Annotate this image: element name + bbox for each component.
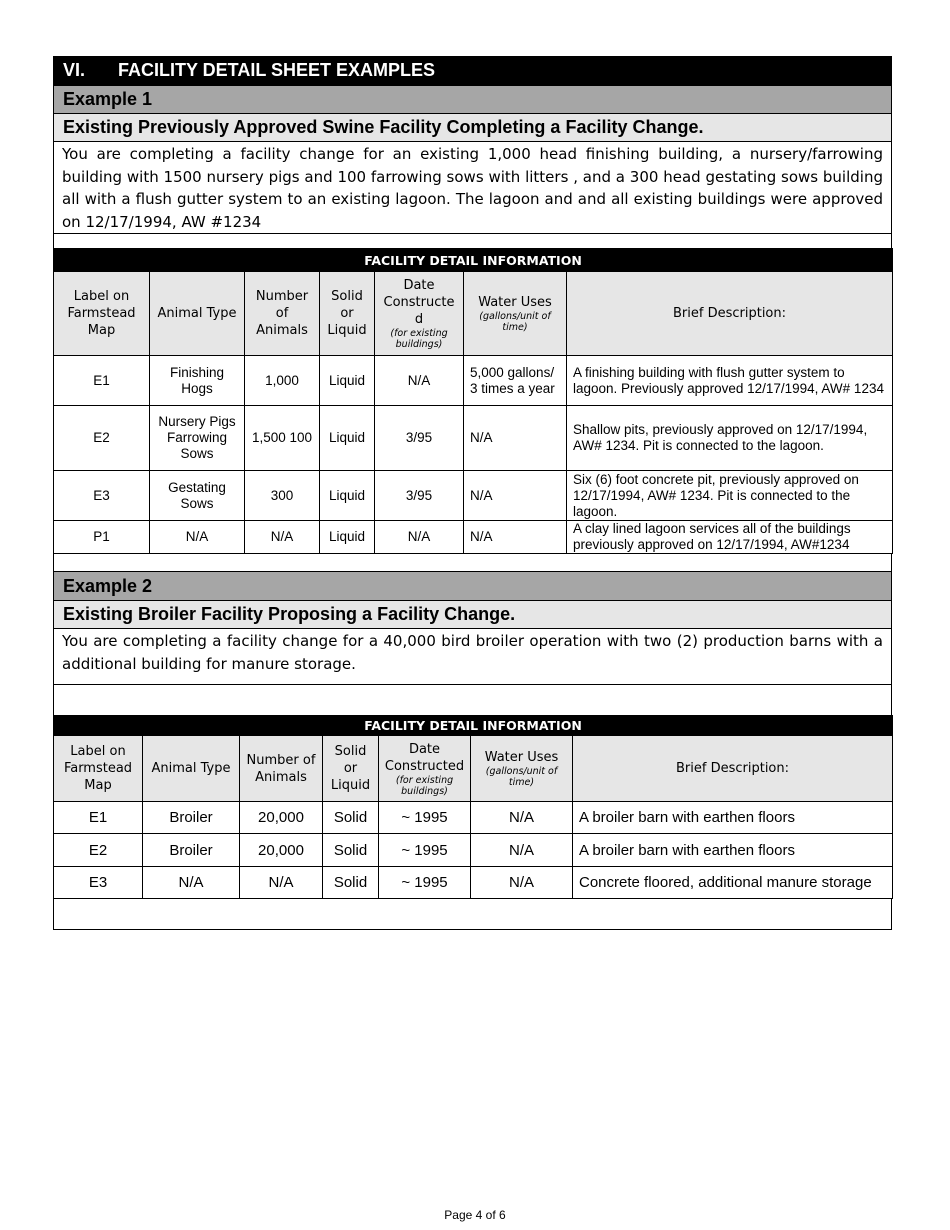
cell-date: ~ 1995 (379, 802, 471, 834)
header-number: Number of Animals (245, 272, 320, 356)
header-date-note: (for existing buildings) (390, 328, 448, 350)
cell-water: 5,000 gallons/ 3 times a year (464, 356, 567, 406)
cell-animal: N/A (150, 521, 245, 554)
header-number: Number of Animals (240, 736, 323, 802)
facility-detail-table-2 (53, 715, 893, 899)
cell-water: N/A (464, 406, 567, 471)
cell-number: 20,000 (240, 802, 323, 834)
header-label: Label on Farmstead Map (54, 736, 143, 802)
cell-label: E3 (54, 471, 150, 521)
cell-animal: Broiler (143, 802, 240, 834)
cell-number: 1,500 100 (245, 406, 320, 471)
cell-animal: Broiler (143, 834, 240, 867)
header-date-note: (for existing buildings) (395, 774, 454, 797)
section-title: FACILITY DETAIL SHEET EXAMPLES (118, 60, 436, 80)
cell-date: ~ 1995 (379, 834, 471, 867)
cell-desc: Shallow pits, previously approved on 12/17/1994, AW# 1234. Pit is connected to the lagoon. (567, 406, 893, 471)
spacer-row (53, 898, 892, 930)
header-date (379, 736, 471, 802)
cell-label: P1 (54, 521, 150, 554)
table-caption: FACILITY DETAIL INFORMATION (54, 249, 893, 272)
example-2-description: You are completing a facility change for a 40,000 bird broiler operation with two (2) production barns with a additional building for manure storage. (53, 628, 892, 684)
table-row (54, 471, 893, 521)
cell-desc: A clay lined lagoon services all of the buildings previously approved on 12/17/1994, AW#1234 (567, 521, 893, 554)
header-solid-liquid: Solid or Liquid (320, 272, 375, 356)
header-date (375, 272, 464, 356)
cell-animal: N/A (143, 867, 240, 899)
spacer-row (53, 684, 892, 715)
table-row (54, 834, 893, 867)
header-description: Brief Description: (573, 736, 893, 802)
spacer-row (53, 233, 892, 248)
cell-solid: Solid (323, 802, 379, 834)
cell-label: E1 (54, 802, 143, 834)
header-water-text: Water Uses (484, 750, 559, 765)
header-date-text: Date Constructe d (383, 278, 455, 327)
cell-date: 3/95 (375, 406, 464, 471)
cell-water: N/A (464, 471, 567, 521)
page-number: Page 4 of 6 (444, 1208, 506, 1222)
cell-animal: Gestating Sows (150, 471, 245, 521)
example-2-label: Example 2 (53, 571, 892, 600)
cell-solid: Liquid (320, 521, 375, 554)
header-water-text: Water Uses (478, 295, 552, 310)
header-solid-liquid: Solid or Liquid (323, 736, 379, 802)
example-2-heading: Existing Broiler Facility Proposing a Facility Change. (53, 600, 892, 628)
cell-desc: A broiler barn with earthen floors (573, 802, 893, 834)
table-row (54, 802, 893, 834)
header-animal-type: Animal Type (143, 736, 240, 802)
spacer-row (53, 553, 892, 571)
cell-water: N/A (471, 834, 573, 867)
cell-number: 300 (245, 471, 320, 521)
cell-desc: A broiler barn with earthen floors (573, 834, 893, 867)
header-animal-type: Animal Type (150, 272, 245, 356)
cell-number: N/A (245, 521, 320, 554)
section-number: VI. (63, 60, 86, 80)
cell-desc: Six (6) foot concrete pit, previously approved on 12/17/1994, AW# 1234. Pit is connected to the lagoon. (567, 471, 893, 521)
example-1-heading: Existing Previously Approved Swine Facility Completing a Facility Change. (53, 113, 892, 141)
cell-date: N/A (375, 521, 464, 554)
example-1-label: Example 1 (53, 85, 892, 113)
table-header-row (54, 272, 893, 356)
cell-solid: Liquid (320, 406, 375, 471)
cell-date: ~ 1995 (379, 867, 471, 899)
cell-date: N/A (375, 356, 464, 406)
cell-water: N/A (471, 867, 573, 899)
header-water (471, 736, 573, 802)
facility-detail-table-1 (53, 248, 893, 554)
table-caption: FACILITY DETAIL INFORMATION (54, 716, 893, 736)
table-row (54, 521, 893, 554)
table-row (54, 867, 893, 899)
section-header (53, 56, 892, 85)
cell-desc: Concrete floored, additional manure storage (573, 867, 893, 899)
cell-date: 3/95 (375, 471, 464, 521)
example-1-description: You are completing a facility change for an existing 1,000 head finishing building, a nursery/farrowing building with 1500 nursery pigs and 100 farrowing sows with litters , and a 300 head gestating sows building all with a flush gutter system to an existing lagoon. The lagoon and and all existing buildings were approved on 12/17/1994, AW #1234 (53, 141, 892, 233)
cell-number: N/A (240, 867, 323, 899)
cell-number: 20,000 (240, 834, 323, 867)
cell-water: N/A (471, 802, 573, 834)
cell-desc: A finishing building with flush gutter system to lagoon. Previously approved 12/17/1994, AW# 1234 (567, 356, 893, 406)
cell-water: N/A (464, 521, 567, 554)
cell-solid: Liquid (320, 356, 375, 406)
cell-label: E2 (54, 834, 143, 867)
table-header-row (54, 736, 893, 802)
table-row (54, 406, 893, 471)
cell-label: E1 (54, 356, 150, 406)
cell-solid: Liquid (320, 471, 375, 521)
cell-animal: Finishing Hogs (150, 356, 245, 406)
cell-solid: Solid (323, 867, 379, 899)
header-water (464, 272, 567, 356)
cell-number: 1,000 (245, 356, 320, 406)
header-water-note: (gallons/unit of time) (479, 311, 551, 333)
header-date-text: Date Constructed (384, 741, 465, 774)
cell-solid: Solid (323, 834, 379, 867)
table-row (54, 356, 893, 406)
header-description: Brief Description: (567, 272, 893, 356)
cell-label: E3 (54, 867, 143, 899)
cell-label: E2 (54, 406, 150, 471)
cell-animal: Nursery Pigs Farrowing Sows (150, 406, 245, 471)
header-label: Label on Farmstead Map (54, 272, 150, 356)
header-water-note: (gallons/unit of time) (485, 766, 558, 788)
